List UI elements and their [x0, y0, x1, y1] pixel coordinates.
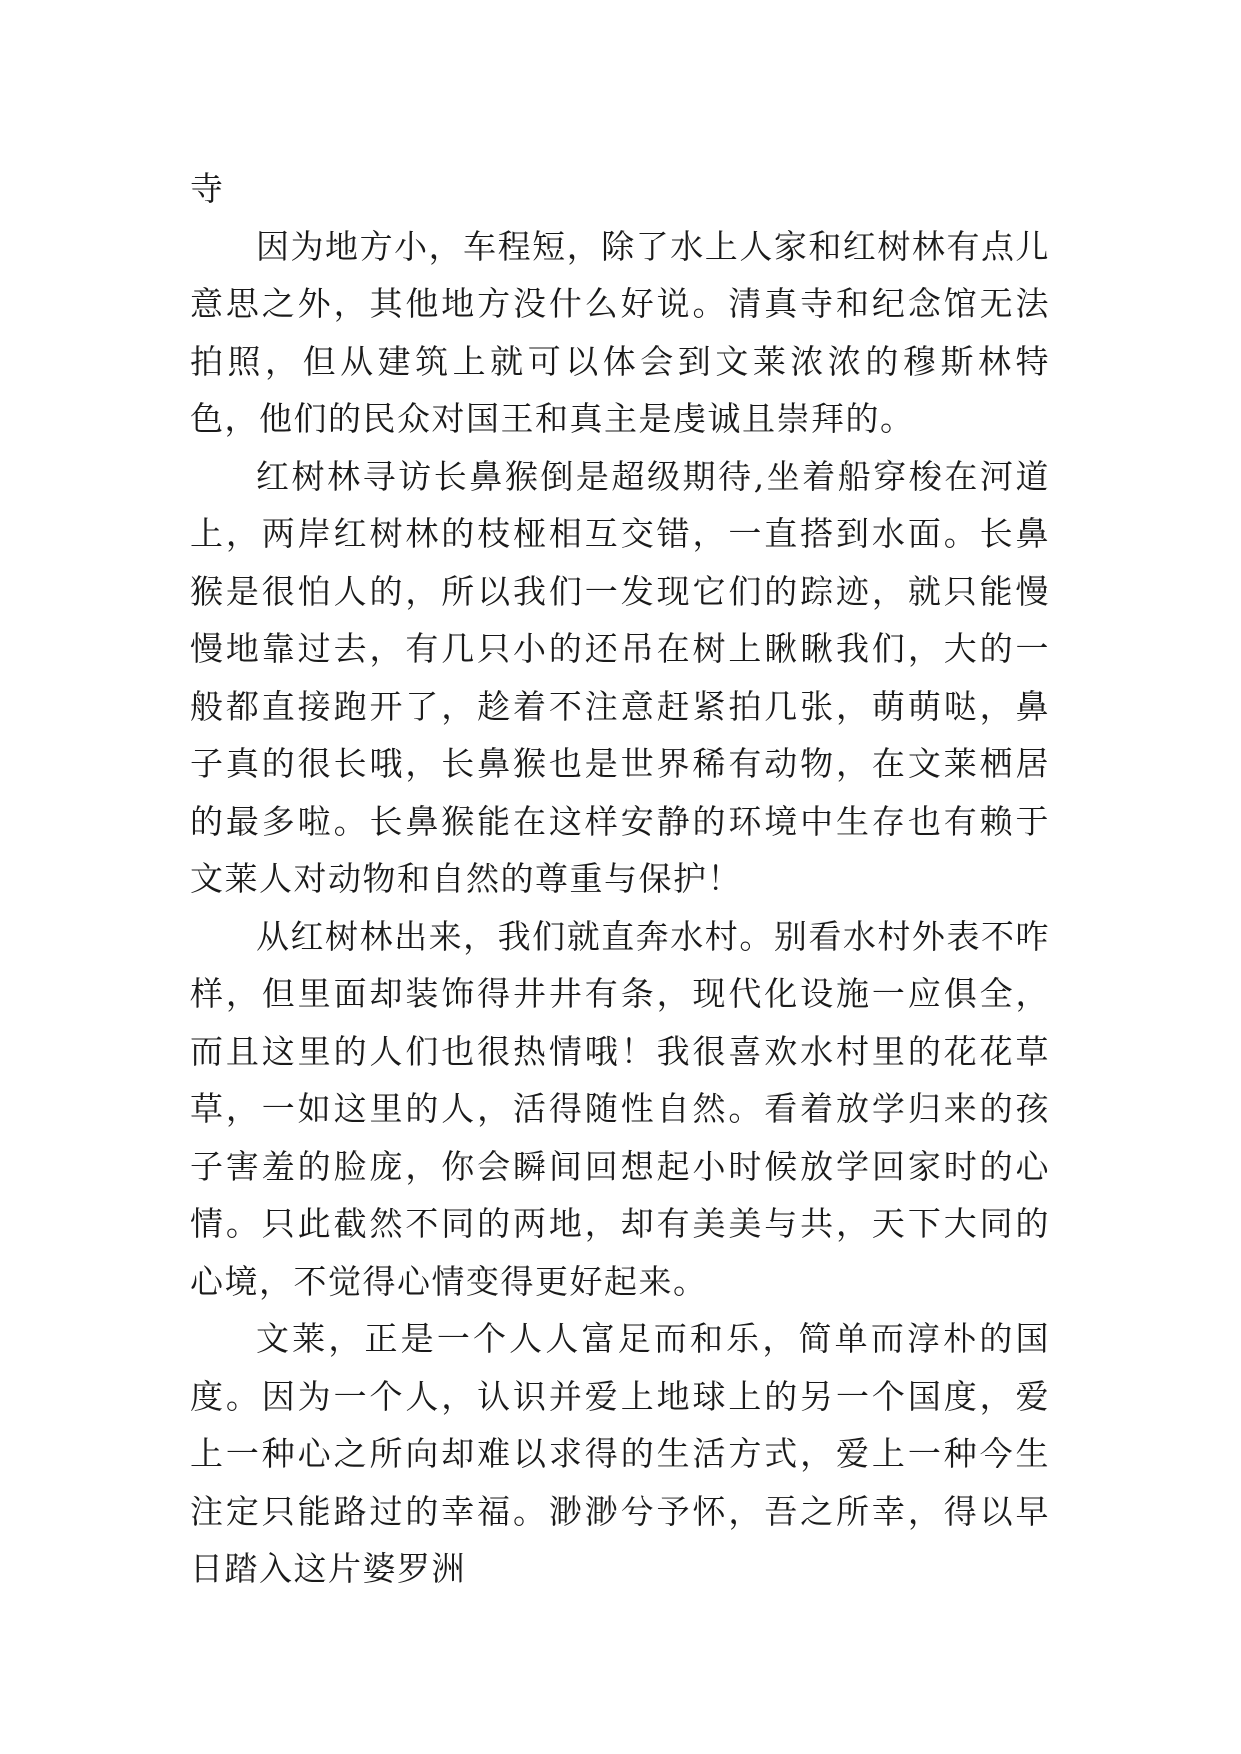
- document-body: [190, 160, 1050, 1598]
- paragraph-mangrove-monkeys: 红树林寻访长鼻猴倒是超级期待,坐着船穿梭在河道上，两岸红树林的枝桠相互交错，一直搭到水面。长鼻猴是很怕人的，所以我们一发现它们的踪迹，就只能慢慢地靠过去，有几只小的还吊在树上瞅瞅我们，大的一般都直接跑开了，趁着不注意赶紧拍几张，萌萌哒，鼻子真的很长哦，长鼻猴也是世界稀有动物，在文莱栖居的最多啦。长鼻猴能在这样安静的环境中生存也有赖于文莱人对动物和自然的尊重与保护！: [190, 456, 1050, 898]
- paragraph-small-place: 因为地方小，车程短，除了水上人家和红树林有点儿意思之外，其他地方没什么好说。清真寺和纪念馆无法拍照，但从建筑上就可以体会到文莱浓浓的穆斯林特色，他们的民众对国王和真主是虔诚且崇拜的。: [190, 226, 1050, 438]
- paragraph-brunei-country: 文莱，正是一个人人富足而和乐，简单而淳朴的国度。因为一个人，认识并爱上地球上的另一个国度，爱上一种心之所向却难以求得的生活方式，爱上一种今生注定只能路过的幸福。渺渺兮予怀，吾之所幸，得以早日踏入这片婆罗洲: [190, 1319, 1050, 1588]
- paragraph-continuation: 寺: [190, 169, 225, 208]
- paragraph-water-village: 从红树林出来，我们就直奔水村。别看水村外表不咋样，但里面却装饰得井井有条，现代化设施一应俱全，而且这里的人们也很热情哦！我很喜欢水村里的花花草草，一如这里的人，活得随性自然。看着放学归来的孩子害羞的脸庞，你会瞬间回想起小时候放学回家时的心情。只此截然不同的两地，却有美美与共，天下大同的心境，不觉得心情变得更好起来。: [190, 916, 1050, 1301]
